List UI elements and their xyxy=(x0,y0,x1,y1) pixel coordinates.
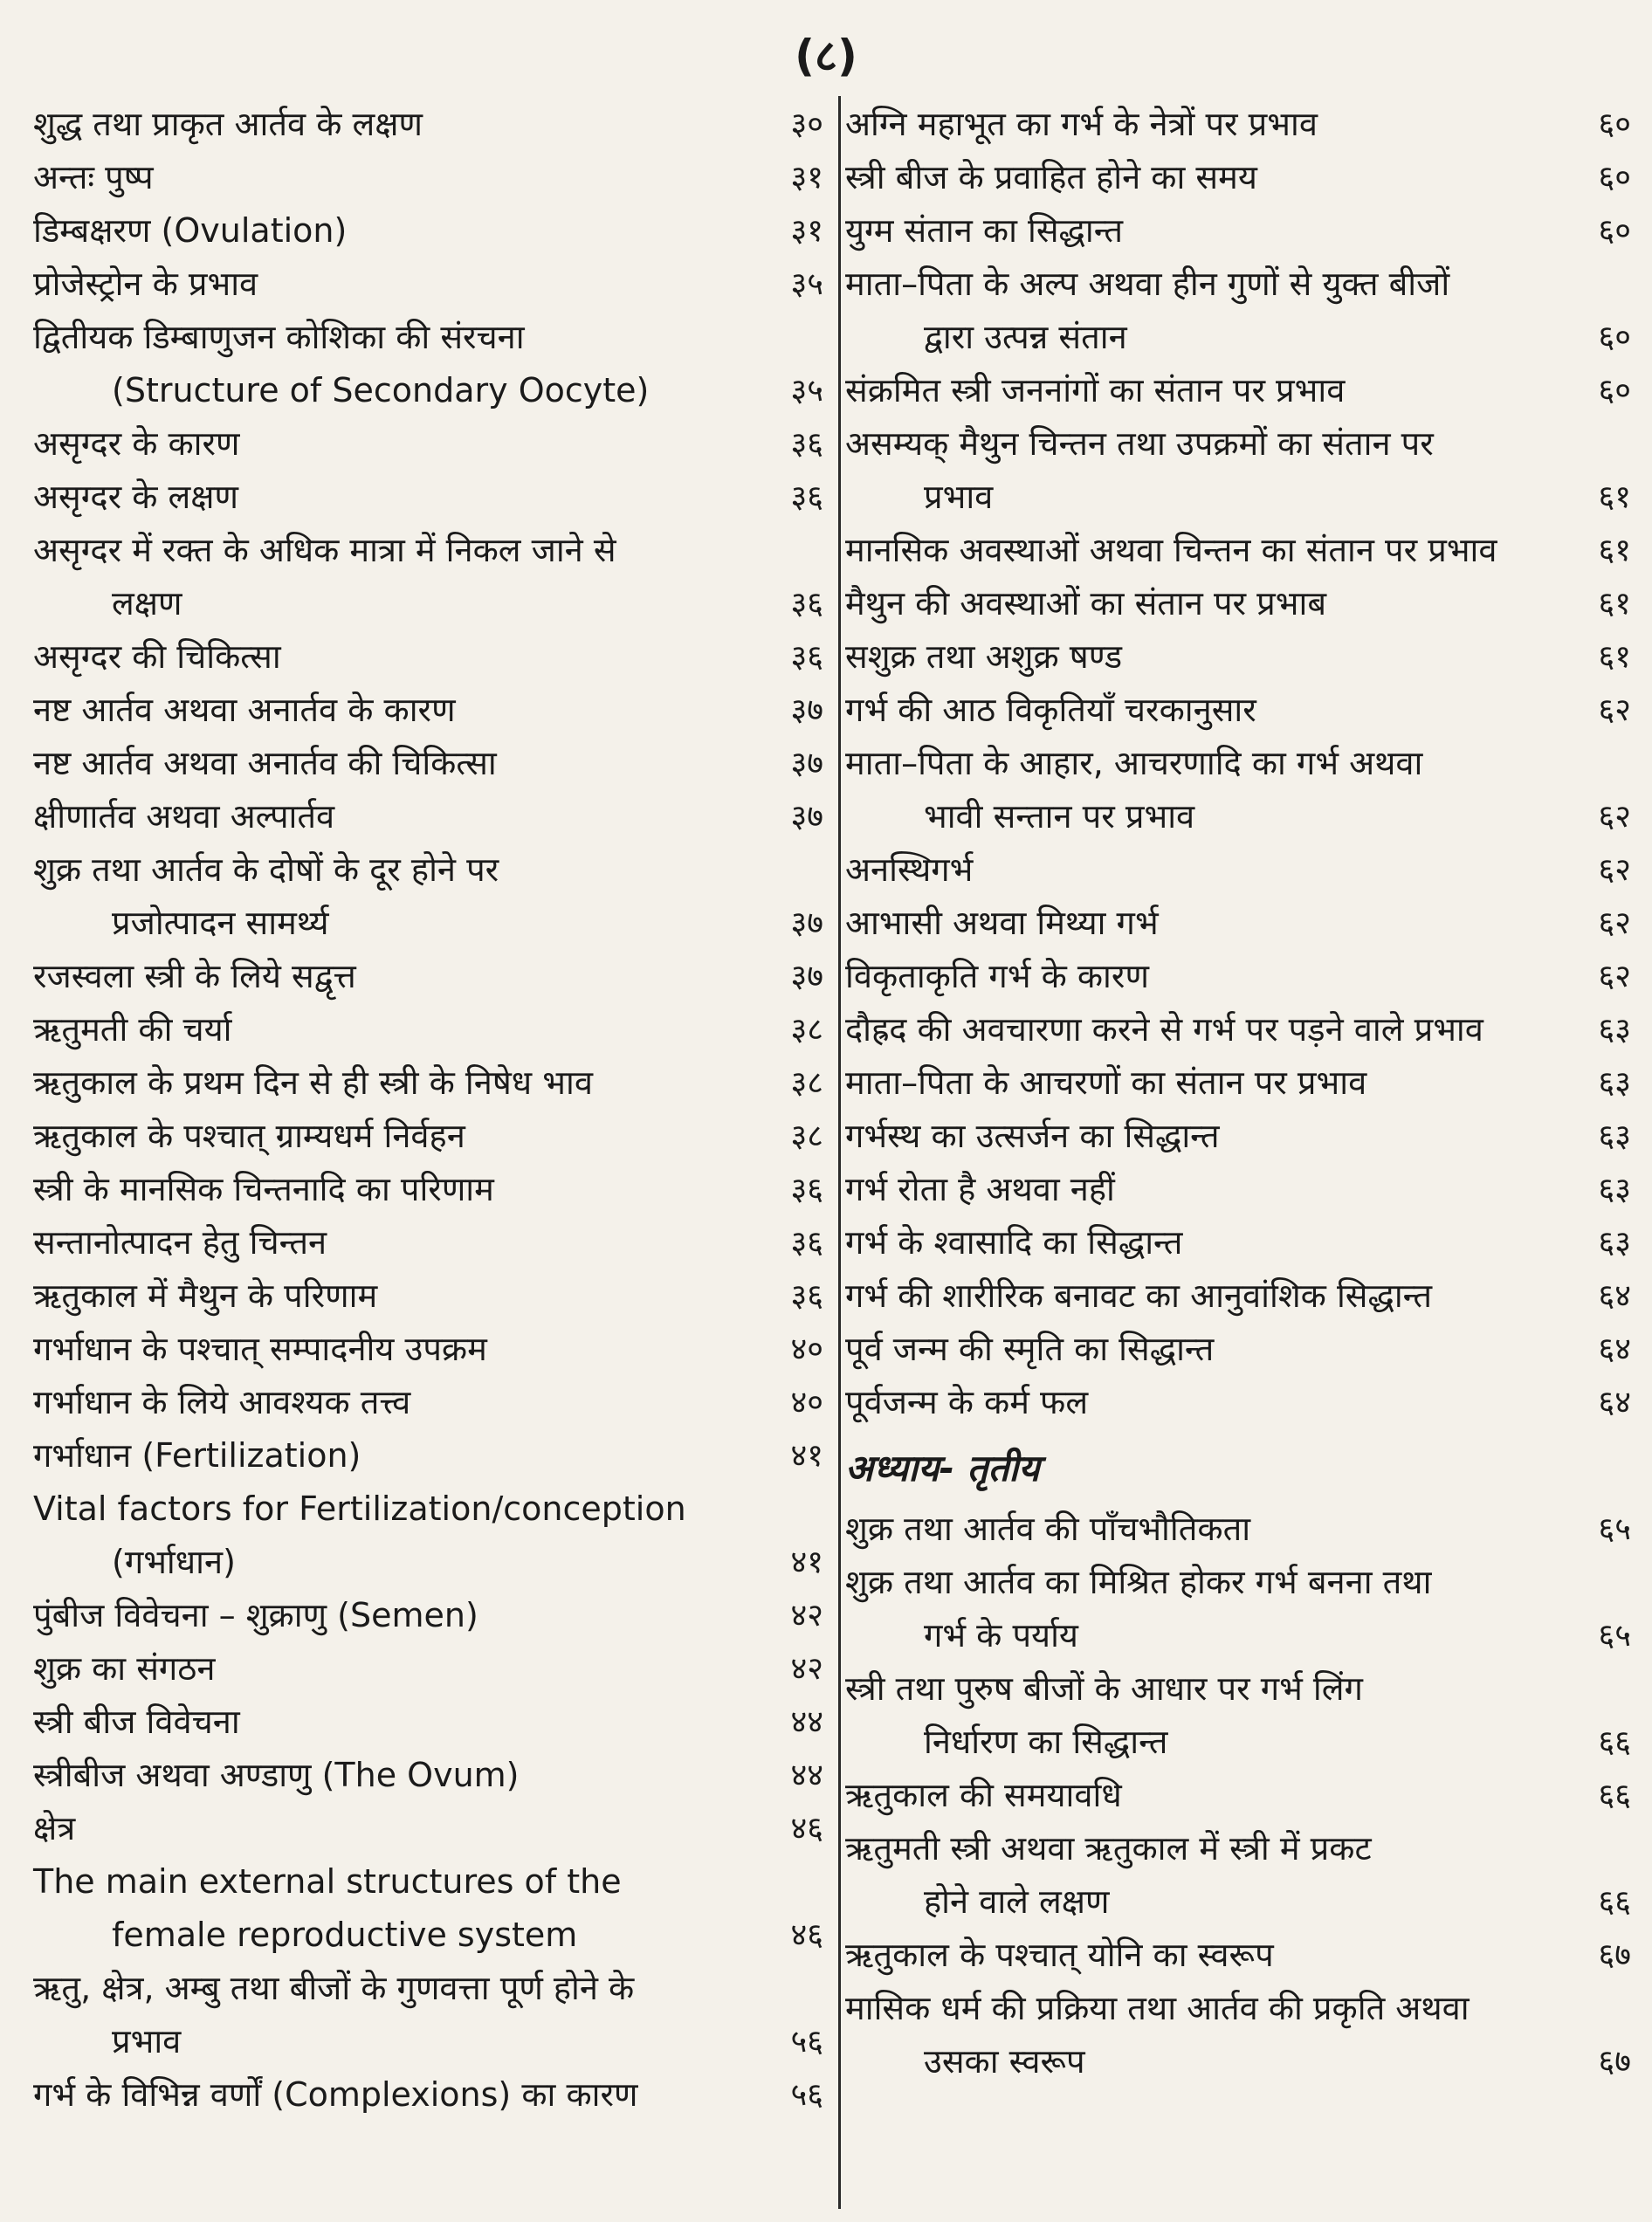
toc-entry-title: शुद्ध तथा प्राकृत आर्तव के लक्षण xyxy=(33,105,423,143)
toc-entry-page: ६७ xyxy=(1598,2044,1631,2080)
toc-entry-page: ५६ xyxy=(790,2077,823,2113)
toc-entry-page: ६२ xyxy=(1598,852,1631,888)
toc-entry-title: गर्भ के श्वासादि का सिद्धान्त xyxy=(845,1223,1183,1262)
toc-entry-title: नष्ट आर्तव अथवा अनार्तव के कारण xyxy=(33,691,456,729)
toc-entry xyxy=(845,524,1631,577)
toc-entry-page: ६० xyxy=(1598,373,1631,409)
toc-entry xyxy=(33,790,823,843)
toc-entry-page: ६३ xyxy=(1598,1118,1631,1154)
toc-entry xyxy=(845,204,1631,258)
toc-entry xyxy=(845,1323,1631,1376)
toc-entry-page: ३७ xyxy=(790,905,823,941)
toc-entry xyxy=(845,1269,1631,1323)
toc-entry-page: ३७ xyxy=(790,692,823,728)
toc-entry-page: ६४ xyxy=(1598,1385,1631,1421)
toc-entry xyxy=(845,1056,1631,1110)
toc-entry-page: ६५ xyxy=(1598,1618,1631,1654)
toc-entry-title: Vital factors for Fertilization/conception xyxy=(33,1489,686,1528)
toc-entry-page: ६१ xyxy=(1598,586,1631,622)
toc-entry-title: आभासी अथवा मिथ्या गर्भ xyxy=(845,904,1159,942)
toc-entry-page: ३७ xyxy=(790,959,823,994)
toc-entry xyxy=(845,1163,1631,1216)
toc-entry-page: ३६ xyxy=(790,1172,823,1207)
toc-entry xyxy=(845,737,1631,843)
toc-entry-title: विकृताकृति गर्भ के कारण xyxy=(845,957,1149,995)
toc-entry-title: असृग्दर के कारण xyxy=(33,424,240,463)
toc-entry xyxy=(33,1323,823,1376)
toc-entry-page: ६६ xyxy=(1598,1778,1631,1813)
toc-entry xyxy=(33,1589,823,1642)
toc-entry xyxy=(33,1269,823,1323)
toc-entry-page: ६५ xyxy=(1598,1511,1631,1547)
toc-entry-page: ६० xyxy=(1598,213,1631,249)
toc-entry-title: द्वितीयक डिम्बाणुजन कोशिका की संरचना xyxy=(33,318,525,356)
toc-entry-page: ४१ xyxy=(790,1544,823,1580)
toc-entry-title: स्त्री तथा पुरुष बीजों के आधार पर गर्भ लिंग xyxy=(845,1669,1363,1708)
toc-entry-page: ४६ xyxy=(790,1917,823,1953)
toc-entry-page: ६३ xyxy=(1598,1012,1631,1048)
toc-entry xyxy=(845,1769,1631,1822)
toc-entry-title: गर्भ रोता है अथवा नहीं xyxy=(845,1170,1115,1208)
toc-entry xyxy=(33,471,823,524)
toc-entry-title: असृग्दर की चिकित्सा xyxy=(33,637,281,676)
toc-chapter-entries xyxy=(845,1503,1631,2088)
toc-entry xyxy=(33,204,823,258)
toc-entry xyxy=(33,417,823,471)
toc-entry-title: क्षेत्र xyxy=(33,1809,76,1847)
toc-entry-title: पूर्वजन्म के कर्म फल xyxy=(845,1383,1089,1421)
toc-entry xyxy=(845,630,1631,684)
page-number: (८) xyxy=(795,31,857,81)
toc-entry-title-continued: गर्भ के पर्याय xyxy=(924,1616,1078,1654)
toc-entry xyxy=(33,1855,823,1962)
toc-entry-title: नष्ट आर्तव अथवा अनार्तव की चिकित्सा xyxy=(33,744,497,782)
toc-entry-page: ३५ xyxy=(790,266,823,302)
toc-entry-page: ६० xyxy=(1598,160,1631,196)
toc-entry-title: सशुक्र तथा अशुक्र षण्ड xyxy=(845,637,1123,676)
toc-entry-title: शुक्र तथा आर्तव के दोषों के दूर होने पर xyxy=(33,850,499,889)
toc-entry-page: ६३ xyxy=(1598,1172,1631,1207)
toc-entry xyxy=(33,1429,823,1482)
toc-entry-page: ३६ xyxy=(790,1278,823,1314)
toc-entry-title: पुंबीज विवेचना – शुक्राणु (Semen) xyxy=(33,1596,478,1634)
toc-entry xyxy=(845,1556,1631,1662)
toc-entry-page: ६६ xyxy=(1598,1884,1631,1920)
toc-entry-page: ३७ xyxy=(790,746,823,781)
toc-entry-title: रजस्वला स्त्री के लिये सद्वृत्त xyxy=(33,957,356,995)
toc-entry xyxy=(33,737,823,790)
toc-entry-title: गर्भस्थ का उत्सर्जन का सिद्धान्त xyxy=(845,1117,1220,1155)
toc-entry-page: ४२ xyxy=(790,1598,823,1634)
toc-entry-title: अग्नि महाभूत का गर्भ के नेत्रों पर प्रभाव xyxy=(845,105,1318,143)
toc-entry xyxy=(33,843,823,950)
toc-entry xyxy=(845,1003,1631,1056)
toc-entry-title: सन्तानोत्पादन हेतु चिन्तन xyxy=(33,1223,327,1262)
toc-entry-page: ३६ xyxy=(790,1225,823,1261)
toc-entry-page: ४४ xyxy=(790,1704,823,1740)
toc-entry xyxy=(845,1503,1631,1556)
toc-entry xyxy=(845,417,1631,524)
toc-entry-title: ऋतुकाल में मैथुन के परिणाम xyxy=(33,1276,378,1315)
toc-entry xyxy=(33,258,823,311)
toc-entry-page: ६२ xyxy=(1598,959,1631,994)
toc-entry-page: ३६ xyxy=(790,586,823,622)
toc-entry xyxy=(845,684,1631,737)
toc-entry-title: गर्भाधान (Fertilization) xyxy=(33,1436,361,1475)
toc-entry-page: ४१ xyxy=(790,1438,823,1474)
toc-entry-title: ऋतुकाल के पश्चात् योनि का स्वरूप xyxy=(845,1936,1274,1974)
toc-entry xyxy=(33,98,823,151)
toc-entry-page: ६१ xyxy=(1598,639,1631,675)
toc-entry-title-continued: निर्धारण का सिद्धान्त xyxy=(924,1723,1168,1761)
chapter-heading: अध्याय- तृतीय xyxy=(845,1447,1040,1489)
toc-entry-page: ६२ xyxy=(1598,799,1631,835)
toc-entry-title: गर्भ की शारीरिक बनावट का आनुवांशिक सिद्धान्त xyxy=(845,1276,1433,1315)
toc-entry xyxy=(845,1822,1631,1929)
toc-entry-page: ३६ xyxy=(790,479,823,515)
toc-entry-title: मानसिक अवस्थाओं अथवा चिन्तन का संतान पर प्रभाव xyxy=(845,531,1497,569)
toc-entry xyxy=(33,1696,823,1749)
toc-entry-title-continued: उसका स्वरूप xyxy=(924,2042,1085,2081)
toc-entry-title: ऋतुमती की चर्या xyxy=(33,1010,232,1049)
toc-entry xyxy=(33,630,823,684)
toc-entry xyxy=(845,364,1631,417)
toc-entry-title: अनस्थिगर्भ xyxy=(845,850,974,889)
toc-entry-title-continued: लक्षण xyxy=(112,584,182,623)
toc-entry-title: असम्यक् मैथुन चिन्तन तथा उपक्रमों का संतान पर xyxy=(845,424,1434,463)
toc-entry-title: ऋतुकाल के प्रथम दिन से ही स्त्री के निषेध भाव xyxy=(33,1063,593,1102)
toc-entry xyxy=(845,258,1631,364)
toc-entry xyxy=(845,98,1631,151)
toc-entry-page: ३८ xyxy=(790,1065,823,1101)
column-divider xyxy=(838,96,841,2209)
toc-entry xyxy=(845,1929,1631,1982)
toc-entry-title: माता–पिता के अल्प अथवा हीन गुणों से युक्त बीजों xyxy=(845,265,1450,303)
toc-entry-page: ४२ xyxy=(790,1651,823,1687)
toc-entry xyxy=(845,1982,1631,2088)
toc-entry xyxy=(845,1376,1631,1429)
toc-entry xyxy=(33,1003,823,1056)
toc-entry xyxy=(33,1216,823,1269)
toc-right-column xyxy=(845,98,1631,2088)
toc-entry-title: The main external structures of the xyxy=(33,1862,622,1901)
toc-entry-title: गर्भाधान के पश्चात् सम्पादनीय उपक्रम xyxy=(33,1330,487,1368)
toc-entry xyxy=(33,311,823,417)
toc-entry-title: ऋतु, क्षेत्र, अम्बु तथा बीजों के गुणवत्ता पूर्ण होने के xyxy=(33,1969,635,2007)
toc-entry-page: ६२ xyxy=(1598,692,1631,728)
toc-entry xyxy=(33,1642,823,1696)
toc-entry-title: दौह्रद की अवचारणा करने से गर्भ पर पड़ने वाले प्रभाव xyxy=(845,1010,1483,1049)
toc-entry-title: माता–पिता के आचरणों का संतान पर प्रभाव xyxy=(845,1063,1367,1102)
toc-entry-page: ३१ xyxy=(790,160,823,196)
toc-entry-title: स्त्री के मानसिक चिन्तनादि का परिणाम xyxy=(33,1170,494,1208)
toc-entry-title: अन्तः पुष्प xyxy=(33,158,154,196)
toc-entry xyxy=(33,1110,823,1163)
toc-entry-page: ४४ xyxy=(790,1758,823,1793)
toc-entry-title: स्त्रीबीज अथवा अण्डाणु (The Ovum) xyxy=(33,1756,520,1794)
toc-entry-page: ३८ xyxy=(790,1118,823,1154)
toc-entry xyxy=(33,684,823,737)
toc-entry-title: शुक्र तथा आर्तव की पाँचभौतिकता xyxy=(845,1510,1251,1548)
toc-entry-title: गर्भाधान के लिये आवश्यक तत्त्व xyxy=(33,1383,411,1421)
toc-entry-title: शुक्र का संगठन xyxy=(33,1649,216,1688)
toc-entry xyxy=(33,1482,823,1589)
toc-entry-title-continued: female reproductive system xyxy=(112,1916,578,1954)
toc-entry xyxy=(845,1216,1631,1269)
toc-entry-title: प्रोजेस्ट्रोन के प्रभाव xyxy=(33,265,258,303)
toc-entry xyxy=(845,897,1631,950)
toc-entry-page: ६० xyxy=(1598,107,1631,142)
toc-entry xyxy=(845,1662,1631,1769)
toc-entry xyxy=(33,1376,823,1429)
toc-entry-page: ३१ xyxy=(790,213,823,249)
toc-entry xyxy=(33,524,823,630)
toc-entry-title: पूर्व जन्म की स्मृति का सिद्धान्त xyxy=(845,1330,1215,1368)
toc-entry xyxy=(33,1749,823,1802)
toc-entry-page: ६४ xyxy=(1598,1331,1631,1367)
toc-entry-title: डिम्बक्षरण (Ovulation) xyxy=(33,211,348,250)
toc-entry-title-continued: प्रभाव xyxy=(924,478,994,516)
toc-entry-title-continued: भावी सन्तान पर प्रभाव xyxy=(924,797,1195,836)
toc-entry-title: गर्भ के विभिन्न वर्णों (Complexions) का कारण xyxy=(33,2075,638,2114)
toc-entry xyxy=(845,577,1631,630)
toc-entry xyxy=(33,2068,823,2122)
toc-entry-title: ऋतुकाल के पश्चात् ग्राम्यधर्म निर्वहन xyxy=(33,1117,465,1155)
toc-entry-title: क्षीणार्तव अथवा अल्पार्तव xyxy=(33,797,335,836)
toc-entry-title: गर्भ की आठ विकृतियाँ चरकानुसार xyxy=(845,691,1256,729)
toc-entry-page: ६३ xyxy=(1598,1065,1631,1101)
toc-entry-title: स्त्री बीज के प्रवाहित होने का समय xyxy=(845,158,1257,196)
toc-entry-page: ३० xyxy=(790,107,823,142)
toc-entry-page: ४० xyxy=(790,1331,823,1367)
toc-entry-title-continued: होने वाले लक्षण xyxy=(924,1882,1110,1921)
toc-entry-title: ऋतुमती स्त्री अथवा ऋतुकाल में स्त्री में प्रकट xyxy=(845,1829,1372,1868)
toc-entry-title: माता–पिता के आहार, आचरणादि का गर्भ अथवा xyxy=(845,744,1423,782)
toc-entry-title: संक्रमित स्त्री जननांगों का संतान पर प्रभाव xyxy=(845,371,1346,409)
toc-entry-title: शुक्र तथा आर्तव का मिश्रित होकर गर्भ बनना तथा xyxy=(845,1563,1432,1601)
toc-entry-page: ६७ xyxy=(1598,1937,1631,1973)
toc-entry xyxy=(33,151,823,204)
toc-entry xyxy=(845,1110,1631,1163)
toc-entry-title: मासिक धर्म की प्रक्रिया तथा आर्तव की प्रकृति अथवा xyxy=(845,1989,1470,2027)
toc-entry-title: स्त्री बीज विवेचना xyxy=(33,1703,240,1741)
toc-entry-page: ३६ xyxy=(790,426,823,462)
toc-entry-page: ६० xyxy=(1598,320,1631,355)
toc-entry xyxy=(33,1962,823,2068)
toc-entry-title: मैथुन की अवस्थाओं का संतान पर प्रभाब xyxy=(845,584,1327,623)
toc-entry-page: ५६ xyxy=(790,2024,823,2060)
toc-entry xyxy=(33,950,823,1003)
toc-entry-page: ६४ xyxy=(1598,1278,1631,1314)
toc-entry-page: ३५ xyxy=(790,373,823,409)
toc-entry-page: ४० xyxy=(790,1385,823,1421)
toc-entry-page: ४६ xyxy=(790,1811,823,1847)
toc-entry xyxy=(845,151,1631,204)
toc-entry-page: ६६ xyxy=(1598,1724,1631,1760)
toc-entry xyxy=(33,1056,823,1110)
toc-entry-page: ३६ xyxy=(790,639,823,675)
toc-entry-page: ६३ xyxy=(1598,1225,1631,1261)
toc-entry-title: असृग्दर में रक्त के अधिक मात्रा में निकल जाने से xyxy=(33,531,616,569)
toc-entry-title-continued: (Structure of Secondary Oocyte) xyxy=(112,371,650,409)
toc-entry xyxy=(845,950,1631,1003)
toc-entry-title-continued: (गर्भाधान) xyxy=(112,1543,236,1581)
toc-entry-title: असृग्दर के लक्षण xyxy=(33,478,238,516)
toc-left-column xyxy=(33,98,823,2122)
toc-entry xyxy=(33,1163,823,1216)
toc-entry-title-continued: द्वारा उत्पन्न संतान xyxy=(924,318,1127,356)
toc-entry-page: ६२ xyxy=(1598,905,1631,941)
toc-entry-title-continued: प्रजोत्पादन सामर्थ्य xyxy=(112,904,329,942)
toc-right-entries xyxy=(845,98,1631,1429)
toc-entry-page: ३७ xyxy=(790,799,823,835)
toc-entry-title: ऋतुकाल की समयावधि xyxy=(845,1776,1122,1814)
toc-entry-title: युग्म संतान का सिद्धान्त xyxy=(845,211,1124,250)
toc-entry xyxy=(845,843,1631,897)
toc-entry xyxy=(33,1802,823,1855)
toc-entry-page: ६१ xyxy=(1598,533,1631,568)
toc-entry-page: ६१ xyxy=(1598,479,1631,515)
toc-entry-page: ३८ xyxy=(790,1012,823,1048)
toc-entry-title-continued: प्रभाव xyxy=(112,2022,182,2060)
